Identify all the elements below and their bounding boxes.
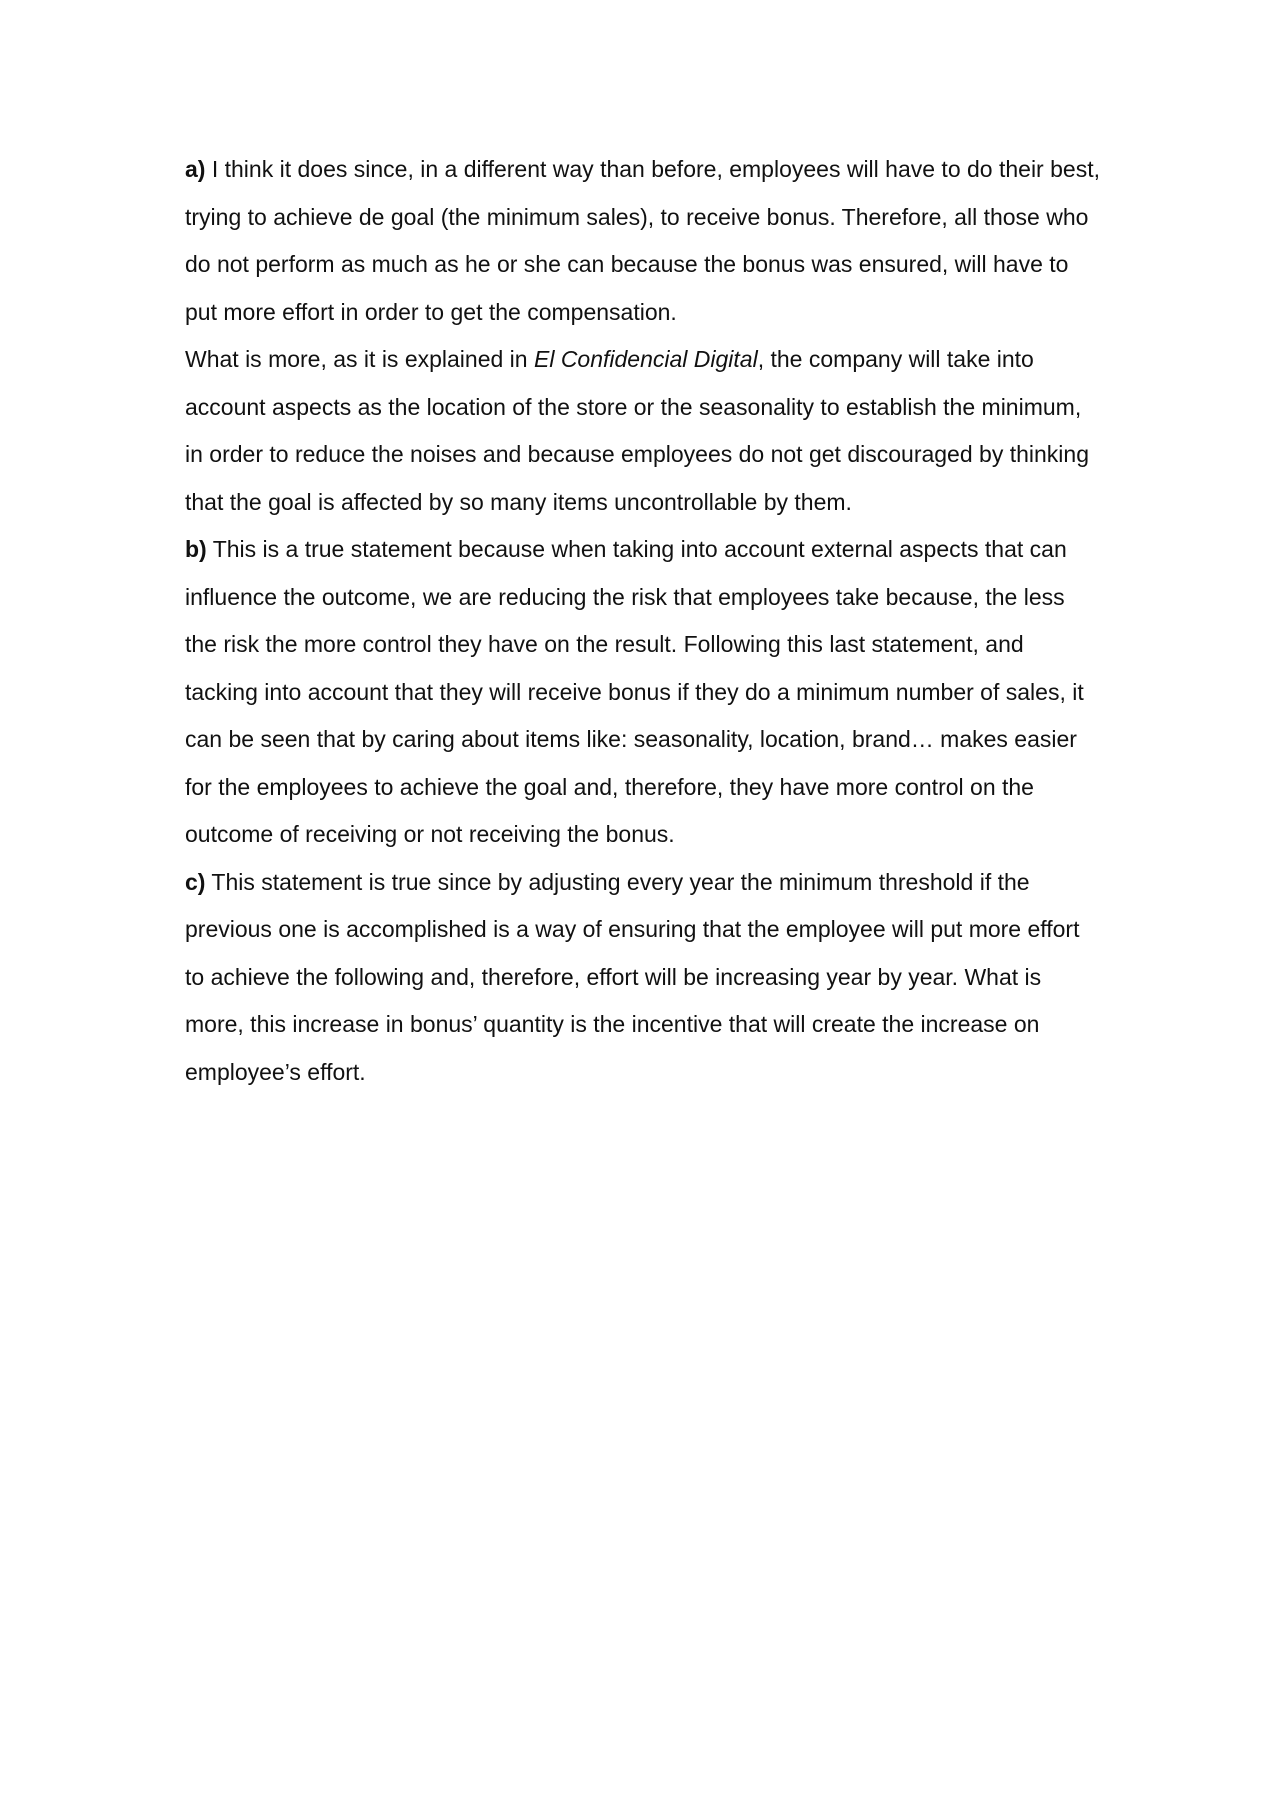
answer-a-label: a) [185, 156, 206, 182]
answer-a-followup-before: What is more, as it is explained in [185, 346, 534, 372]
answer-b-label: b) [185, 536, 207, 562]
answer-b-text: This is a true statement because when taking into account external aspects that can influence the outcome, we are reducing the risk that employees take because, the less the risk the more control they have on the result. Following this last statement, and tacking into account that they will receive bonus if they do a minimum number of sales, it can be seen that by caring about items like: seasonality, location, brand… makes easier for the employees to achieve the goal and, therefore, they have more control on the outcome of receiving or not receiving the bonus. [185, 536, 1084, 847]
answer-b-paragraph [185, 526, 1100, 859]
answer-a-paragraph [185, 146, 1100, 336]
answer-a-followup-after: , the company will take into account aspects as the location of the store or the seasonality to establish the minimum, in order to reduce the noises and because employees do not get discouraged by thinking that the goal is affected by so many items uncontrollable by them. [185, 346, 1089, 515]
answer-c-paragraph [185, 859, 1100, 1097]
answer-c-text: This statement is true since by adjusting every year the minimum threshold if the previous one is accomplished is a way of ensuring that the employee will put more effort to achieve the following and, therefore, effort will be increasing year by year. What is more, this increase in bonus’ quantity is the incentive that will create the increase on employee’s effort. [185, 868, 1080, 1085]
answer-a-text: I think it does since, in a different way than before, employees will have to do their best, trying to achieve de goal (the minimum sales), to receive bonus. Therefore, all those who do not perform as much as he or she can because the bonus was ensured, will have to put more effort in order to get the compensation. [185, 156, 1100, 325]
document-body [185, 146, 1100, 1096]
answer-a-followup-paragraph [185, 336, 1100, 526]
source-publication-name: El Confidencial Digital [533, 346, 758, 372]
answer-c-label: c) [185, 868, 206, 895]
